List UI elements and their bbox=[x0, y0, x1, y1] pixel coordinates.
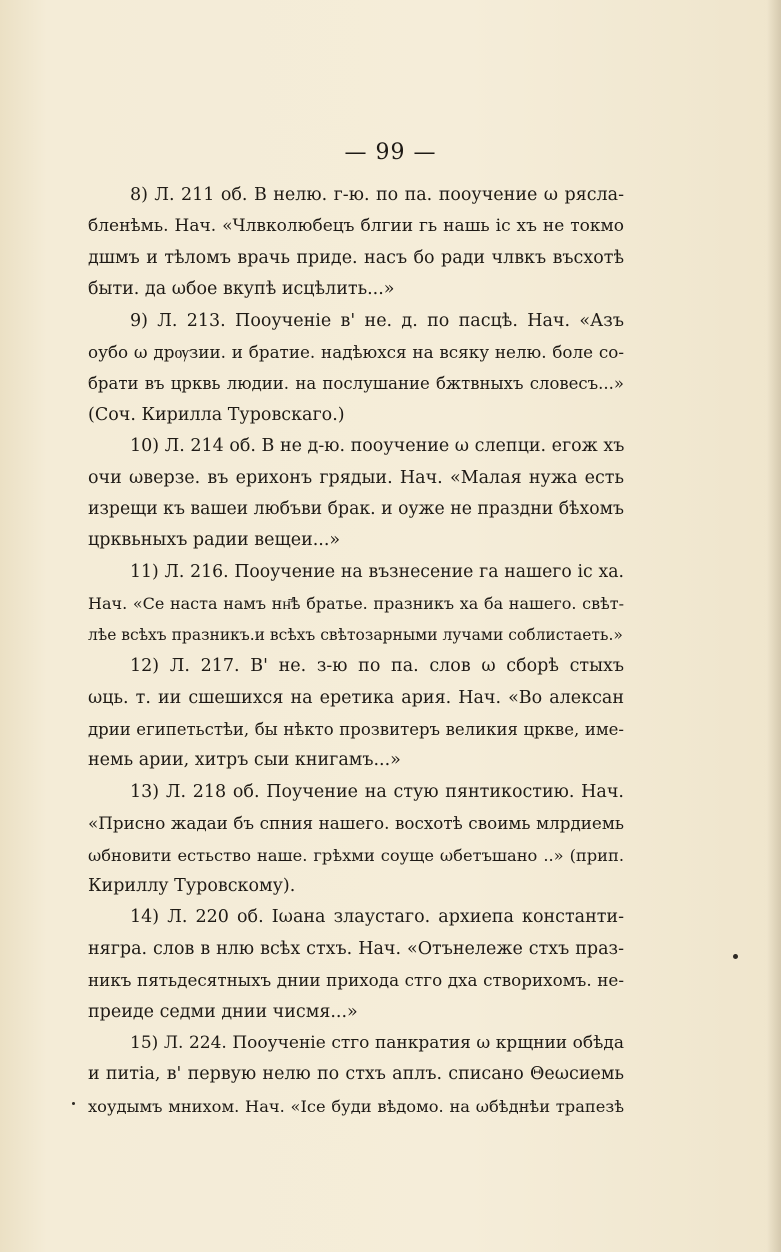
text-line: и питіа, в' первую нелю по стхъ аплъ. списано Θеωсиемь bbox=[88, 1064, 624, 1085]
text-line: никъ пятьдесятныхъ днии прихода стго дха створихомъ. не- bbox=[88, 970, 624, 991]
entry-9 bbox=[88, 306, 624, 432]
entry-8 bbox=[88, 180, 624, 306]
text-line: 13) Л. 218 об. Поучение на стую пянтикостию. Нач. bbox=[130, 781, 624, 802]
text-line: 14) Л. 220 об. Іωана злаустаго. архиепа константи- bbox=[130, 907, 624, 928]
text-line: хоудымъ мнихом. Нач. «Ісе буди вѣдомо. на ωбѣднѣи трапезѣ bbox=[88, 1096, 624, 1116]
entry-15 bbox=[88, 1028, 624, 1122]
entry-11 bbox=[88, 557, 624, 651]
ink-spot-icon bbox=[72, 1102, 75, 1105]
text-line: бленѣмь. Нач. «Члвколюбецъ блгии гь нашь ic хъ не токмо bbox=[88, 216, 624, 237]
text-line: ωбновити естьство наше. грѣхми соуще ωбетъшано ..» (прип. bbox=[88, 845, 624, 865]
entry-10 bbox=[88, 431, 624, 557]
text-line: 15) Л. 224. Пооученіе стго панкратия ω крщнии обѣда bbox=[130, 1032, 624, 1053]
text-line: очи ωверзе. въ ерихонъ грядыи. Нач. «Малая нужа есть bbox=[88, 467, 624, 488]
text-line: немь арии, хитръ сыи книгамъ...» bbox=[88, 750, 401, 771]
text-line: 9) Л. 213. Пооученіе в' не. д. по пасцѣ. Нач. «Азъ bbox=[130, 310, 624, 331]
manuscript-catalog-text bbox=[88, 180, 624, 1122]
page-edge-shadow bbox=[767, 0, 781, 1252]
text-line: црквьныхъ радии вещеи...» bbox=[88, 530, 341, 551]
text-line: «Присно жадаи бъ спния нашего. восхотѣ своимь млрдиемь bbox=[88, 813, 624, 834]
text-line: быти. да ωбое вкупѣ исцѣлить...» bbox=[88, 279, 395, 300]
entry-13 bbox=[88, 777, 624, 903]
text-line: (Соч. Кирилла Туровскаго.) bbox=[88, 404, 345, 425]
text-line: Нач. «Се наста намъ нн҃ѣ братье. празникъ ха ба нашего. свѣт- bbox=[88, 594, 624, 614]
text-line: дшмъ и тѣломъ врачь приде. насъ бо ради члвкъ въсхотѣ bbox=[88, 247, 624, 268]
ink-spot-icon bbox=[733, 954, 738, 959]
entry-12 bbox=[88, 651, 624, 777]
page-number: — 99 — bbox=[344, 140, 437, 165]
text-line: дрии египетьстѣи, бы нѣкто прозвитеръ великия цркве, име- bbox=[88, 719, 624, 739]
text-line: 8) Л. 211 об. В нелю. г-ю. по па. пооучение ω рясла- bbox=[130, 185, 624, 205]
text-line: изрещи къ вашеи любъви брак. и оуже не праздни бѣхомъ bbox=[88, 499, 624, 520]
text-line: ωць. т. ии сшешихся на еретика ария. Нач. «Во алексан bbox=[88, 687, 624, 708]
text-line: лѣе всѣхъ празникъ.и всѣхъ свѣтозарными лучами соблистаеть.» bbox=[88, 625, 623, 644]
text-line: 10) Л. 214 об. В не д-ю. пооучение ω слепци. егож хъ bbox=[130, 436, 624, 457]
text-line: 12) Л. 217. В' не. з-ю по па. слов ω сборѣ стыхъ bbox=[130, 656, 624, 677]
text-line: Кириллу Туровскому). bbox=[88, 875, 296, 896]
text-line: нягра. слов в нлю всѣх стхъ. Нач. «Отънележе стхъ праз- bbox=[88, 938, 624, 959]
text-line: брати въ црквь людии. на послушание бжтвныхъ словесъ...» bbox=[88, 374, 624, 394]
text-line: 11) Л. 216. Пооучение на възнесение га нашего ic ха. bbox=[130, 561, 624, 582]
text-line: преиде седми днии чисмя...» bbox=[88, 1001, 358, 1022]
entry-14 bbox=[88, 902, 624, 1028]
text-line: оубо ω дрѹзии. и братие. надѣюхся на всяку нелю. боле со- bbox=[88, 342, 624, 363]
